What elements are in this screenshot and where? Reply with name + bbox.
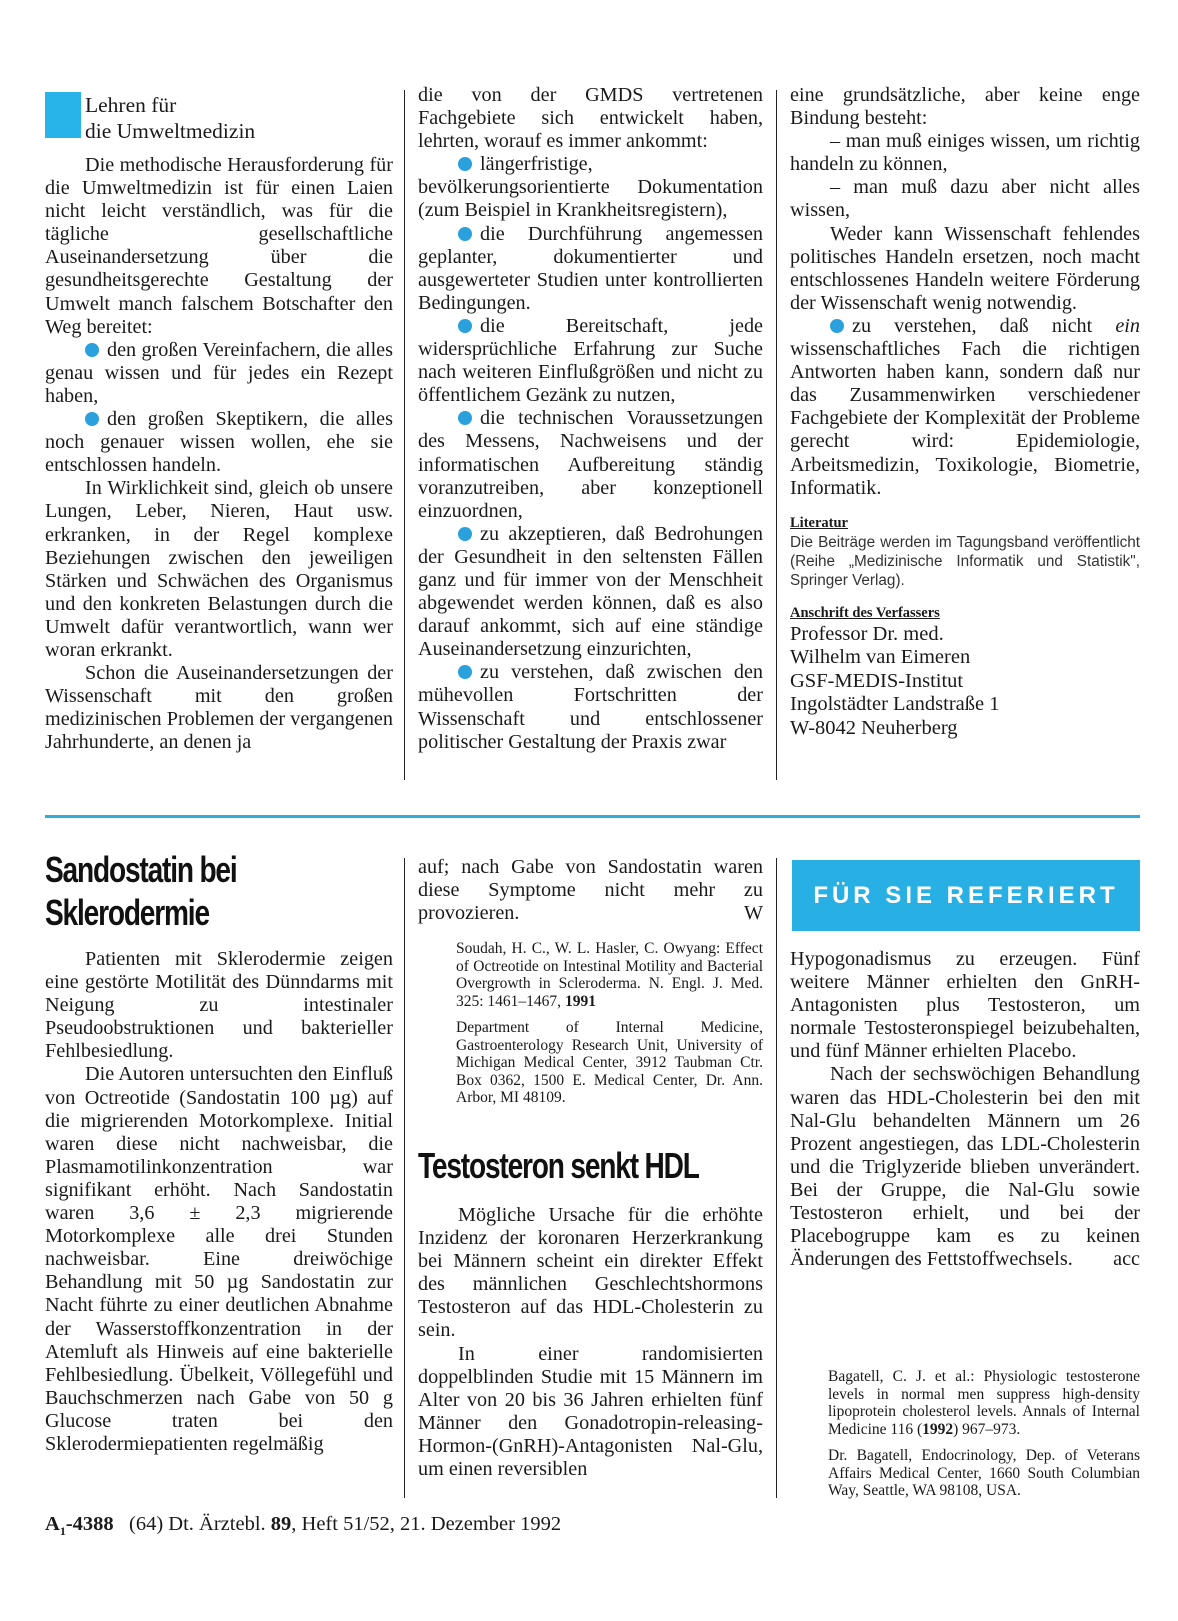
section-separator (45, 815, 1140, 818)
article3-headline: Testosteron senkt HDL (418, 1145, 699, 1186)
journal-citation: (64) Dt. Ärztebl. (129, 1513, 271, 1535)
bullet-item: die Durchführung angemessen geplanter, dokumentierter und ausgewerteter Studien unter kontrollierten Bedingungen. (418, 222, 763, 314)
address-line: W-8042 Neuherberg (790, 716, 958, 739)
article1-column3 (790, 84, 1140, 740)
paragraph: Nach der sechswöchigen Behandlung waren das HDL-Cholesterin bei den mit Nal-Glu behandelten Männern um 26 Prozent angestiegen, das LDL-Cholesterin und die Triglyzeride blieben unverändert. Bei der Gruppe, die Nal-Glu sowie Testosteron erhielt, und bei der Placebogruppe kam es zu keinen Änderungen des Fettstoffwechsels. acc (790, 1063, 1140, 1271)
column-divider (404, 90, 405, 780)
dash-item: – man muß dazu aber nicht alles wissen, (790, 176, 1140, 222)
paragraph: In Wirklichkeit sind, gleich ob unsere Lungen, Leber, Nieren, Haut usw. erkranken, in der Regel komplexe Beziehungen zwischen den jeweiligen Stärken und Schwächen des Organismus und den konkreten Belastungen durch die Umwelt dafür verantwortlich, wann wer woran erkrankt. (45, 477, 393, 661)
article3-column2 (418, 1204, 763, 1481)
address-line: GSF-MEDIS-Institut (790, 669, 964, 692)
paragraph: Die methodische Herausforderung für die Umweltmedizin ist für einen Laien nicht leicht verständlich, was für die tägliche gesellschaftliche Auseinandersetzung über die gesundheitsgerechte Gestaltung der Umwelt manch falschem Botschafter den Weg bereitet: (45, 154, 393, 338)
bullet-icon (458, 527, 472, 541)
reference: Bagatell, C. J. et al.: Physiologic testosterone levels in normal men suppress high-density lipoprotein cholesterol levels. Annals of Internal Medicine 116 (1992) 967–973. (828, 1368, 1140, 1438)
bullet-icon (458, 227, 472, 241)
paragraph: die von der GMDS vertretenen Fachgebiete sich entwickelt haben, lehrten, worauf es immer ankommt: (418, 84, 763, 153)
author-signature: W (743, 902, 763, 925)
literature-heading: Literatur (790, 514, 848, 531)
bullet-icon (458, 157, 472, 171)
section-marker-square (45, 92, 81, 138)
paragraph: In einer randomisierten doppelblinden Studie mit 15 Männern im Alter von 20 bis 36 Jahren erhielten fünf Männer den Gonadotropin-releasing-Hormon-(GnRH)-Antagonisten Nal-Glu, um einen reversiblen (418, 1342, 763, 1481)
bullet-item: zu verstehen, daß nicht ein wissenschaftliches Fach die richtigen Antworten haben kann, sondern daß nur das Zusammenwirken verschiedener Fachgebiete der Komplexität der Probleme gerecht wird: Epidemiologie, Arbeitsmedizin, Toxikologie, Biometrie, Informatik. (790, 314, 1140, 499)
address-line: Professor Dr. med. (790, 622, 944, 645)
paragraph: eine grundsätzliche, aber keine enge Bindung besteht: (790, 84, 1140, 130)
journal-issue: , Heft 51/52, 21. Dezember 1992 (291, 1513, 562, 1535)
address-block (790, 604, 1140, 741)
author-signature: acc (1113, 1248, 1140, 1271)
bullet-icon (458, 665, 472, 679)
page-footer (45, 1512, 561, 1543)
page-code: $A_1-4388$ (45, 1513, 114, 1539)
bullet-item: längerfristige, bevölkerungsorientierte Dokumentation (zum Beispiel in Krankheitsregistern), (418, 153, 763, 222)
section-heading-line1: Lehren für (85, 93, 177, 117)
bullet-item: die Bereitschaft, jede widersprüchliche Erfahrung zur Suche nach weiteren Einflußgrößen und nicht zu öffentlichem Gezänk zu nutzen, (418, 314, 763, 407)
paragraph: Hypogonadismus zu erzeugen. Fünf weitere Männer erhielten den GnRH-Antagonisten plus Testosteron, um normale Testosteronspiegel beizubehalten, und fünf Männer erhielten Placebo. (790, 948, 1140, 1063)
article1-column2 (418, 84, 763, 754)
reference: Soudah, H. C., W. L. Hasler, C. Owyang: Effect of Octreotide on Intestinal Motility and Bacterial Overgrowth in Scleroderma. N. Engl. J. Med. 325: 1461–1467, 1991 (456, 940, 763, 1010)
paragraph: auf; nach Gabe von Sandostatin waren diese Symptome nicht mehr zu provozieren. W (418, 856, 763, 925)
article3-column3 (790, 948, 1140, 1271)
bullet-icon (85, 343, 99, 357)
column-divider (776, 90, 777, 780)
banner-label: FÜR SIE REFERIERT (813, 881, 1119, 909)
section-heading-line2: die Umweltmedizin (85, 119, 256, 143)
article2-references (456, 940, 763, 1116)
literature-text: Die Beiträge werden im Tagungsband veröffentlicht (Reihe „Medizinische Informatik und Statistik", Springer Verlag). (790, 533, 1140, 589)
article1-column1 (45, 154, 393, 754)
article2-column2 (418, 856, 763, 925)
dash-item: – man muß einiges wissen, um richtig handeln zu können, (790, 130, 1140, 176)
column-divider (776, 858, 777, 1498)
bullet-item: zu akzeptieren, daß Bedrohungen der Gesundheit in den seltensten Fällen ganz und für immer von der Menschheit abgewendet werden können, daß es also darauf ankommt, sich auf eine ständige Auseinandersetzung einzurichten, (418, 522, 763, 661)
bullet-icon (85, 412, 99, 426)
bullet-icon (458, 319, 472, 333)
paragraph: Patienten mit Sklerodermie zeigen eine gestörte Motilität des Dünndarms mit Neigung zu intestinaler Pseudoobstruktionen und bakterieller Fehlbesiedlung. (45, 948, 393, 1063)
column-divider (404, 858, 405, 1498)
literature-block (790, 514, 1140, 590)
reference-address: Dr. Bagatell, Endocrinology, Dep. of Veterans Affairs Medical Center, 1660 South Columbian Way, Seattle, WA 98108, USA. (828, 1447, 1140, 1499)
address-heading: Anschrift des Verfassers (790, 604, 940, 621)
journal-volume: 89 (270, 1513, 292, 1535)
bullet-item: zu verstehen, daß zwischen den mühevollen Fortschritten der Wissenschaft und entschlossener politischer Gestaltung der Praxis zwar (418, 661, 763, 753)
article3-references (828, 1368, 1140, 1509)
article2-headline: Sandostatin bei Sklerodermie (45, 849, 237, 933)
address-line: Wilhelm van Eimeren (790, 646, 971, 669)
bullet-icon (458, 411, 472, 425)
section-heading (45, 92, 255, 144)
article2-column1 (45, 948, 393, 1456)
bullet-icon (830, 319, 844, 333)
bullet-item: die technischen Voraussetzungen des Messens, Nachweisens und der informatischen Aufbereitung ständig voranzutreiben, aber konzeptionell einzuordnen, (418, 407, 763, 522)
bullet-item: den großen Skeptikern, die alles noch genauer wissen wollen, ehe sie entschlossen handeln. (45, 408, 393, 477)
bullet-item: den großen Vereinfachern, die alles genau wissen und für jedes ein Rezept haben, (45, 338, 393, 407)
paragraph: Schon die Auseinandersetzungen der Wissenschaft mit den großen medizinischen Problemen der vergangenen Jahrhunderte, an denen ja (45, 662, 393, 754)
paragraph: Weder kann Wissenschaft fehlendes politisches Handeln ersetzen, noch macht entschlossenes Handeln weitere Förderung der Wissenschaft wenig notwendig. (790, 222, 1140, 314)
reference-address: Department of Internal Medicine, Gastroenterology Research Unit, University of Michigan Medical Center, 3912 Taubman Ctr. Box 0362, 1500 E. Medical Center, Dr. Ann. Arbor, MI 48109. (456, 1019, 763, 1106)
address-line: Ingolstädter Landstraße 1 (790, 693, 1000, 716)
paragraph: Die Autoren untersuchten den Einfluß von Octreotide (Sandostatin 100 µg) auf die migrierenden Motorkomplexe. Initial waren diese nicht nachweisbar, die Plasmamotilinkonzentration war signifikant erhöht. Nach Sandostatin waren 3,6 ± 2,3 migrierende Motorkomplexe alle drei Stunden nachweisbar. Eine dreiwöchige Behandlung mit 50 µg Sandostatin zur Nacht führte zu einer deutlichen Abnahme der Wasserstoffkonzentration in der Atemluft als Hinweis auf eine bakterielle Fehlbesiedlung. Übelkeit, Völlegefühl und Bauchschmerzen nach Gabe von 50 g Glucose traten bei den Sklerodermiepatienten regelmäßig (45, 1063, 393, 1455)
paragraph: Mögliche Ursache für die erhöhte Inzidenz der koronaren Herzerkrankung bei Männern scheint ein direkter Effekt des männlichen Geschlechtshormons Testosteron auf das HDL-Cholesterin zu sein. (418, 1204, 763, 1342)
section-banner (792, 860, 1140, 931)
